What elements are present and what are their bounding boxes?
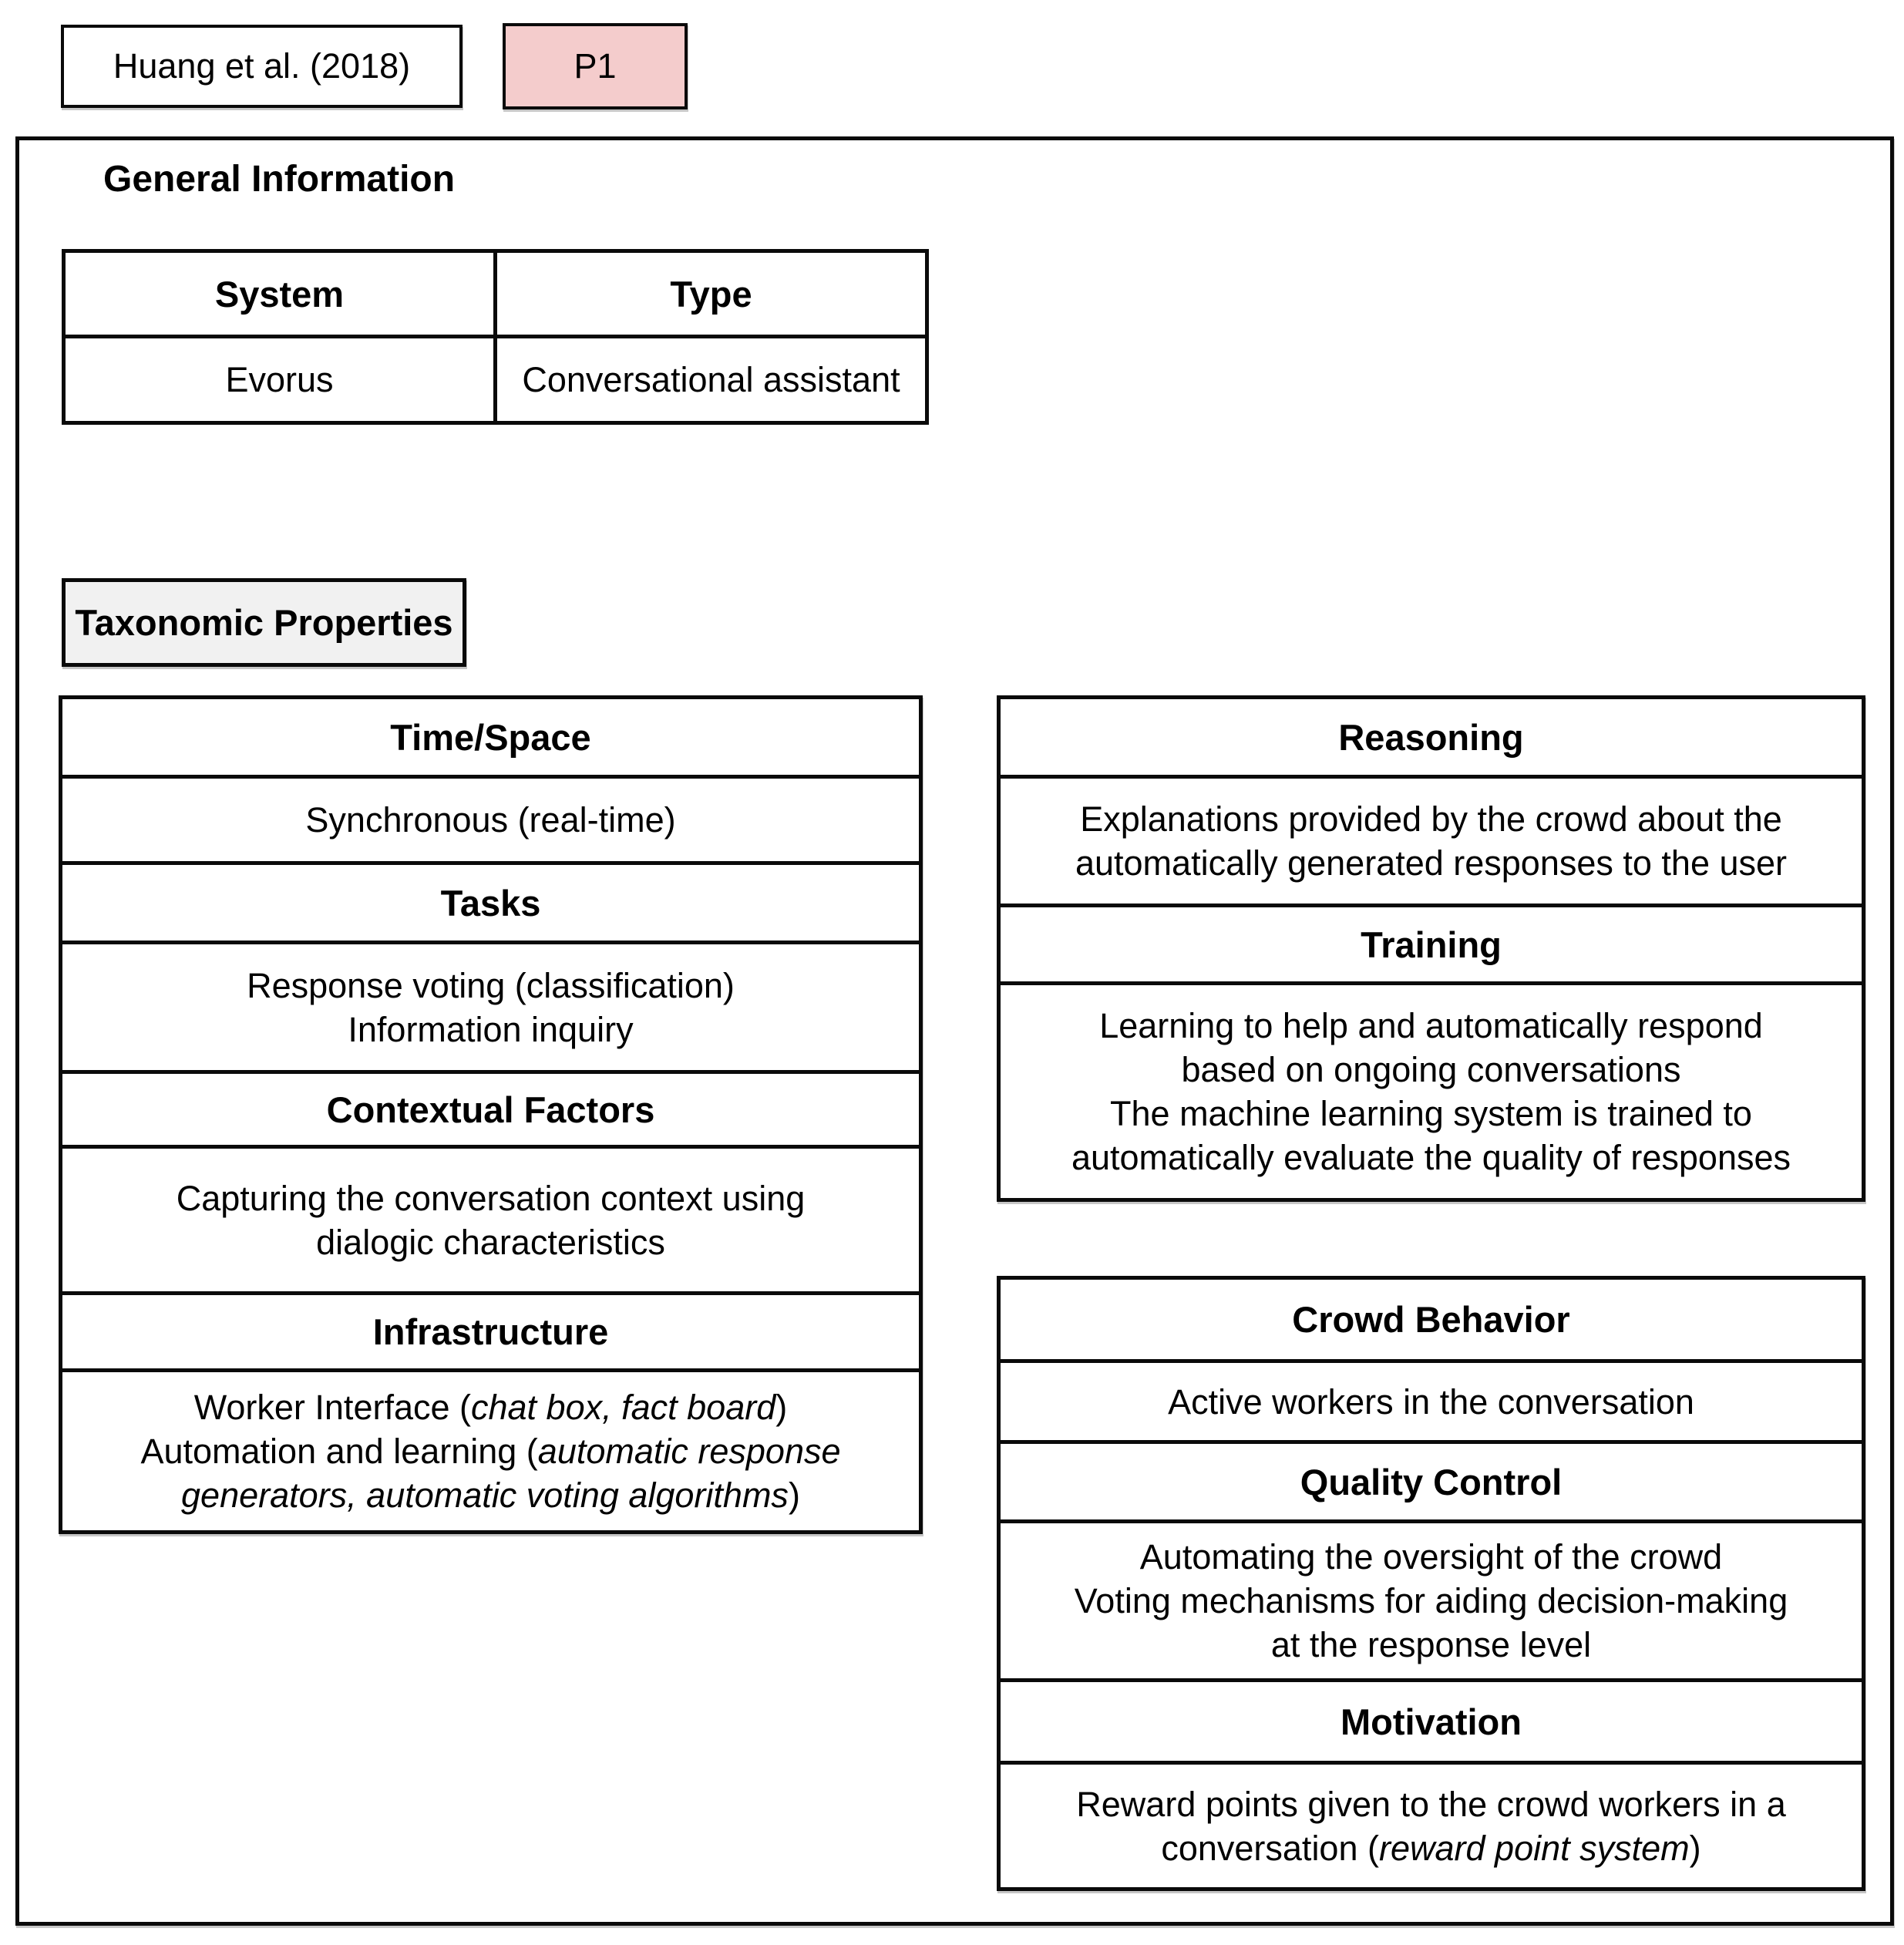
reasoning-header-row: [1001, 699, 1862, 775]
participant-tag-label: P1: [574, 46, 617, 86]
taxonomic-properties-title: Taxonomic Properties: [75, 602, 453, 643]
system-column-header: System: [64, 251, 496, 337]
tasks-value-row: [62, 941, 919, 1070]
training-header: Training: [1361, 924, 1502, 965]
tasks-header: Tasks: [440, 882, 541, 924]
right-top-taxonomy-table: [997, 695, 1865, 1202]
card-body: [15, 136, 1894, 1926]
system-value: Evorus: [64, 337, 496, 423]
tasks-value: Response voting (classification) Information inquiry: [247, 965, 735, 1049]
training-header-row: [1001, 904, 1862, 981]
participant-tag: [503, 23, 688, 109]
tasks-header-row: [62, 861, 919, 941]
general-information-header-row: [64, 251, 927, 337]
quality-control-value-row: [1001, 1519, 1862, 1678]
citation-box: [61, 25, 463, 108]
right-bottom-taxonomy-table: [997, 1276, 1865, 1891]
citation-text: Huang et al. (2018): [113, 46, 411, 86]
training-value-row: [1001, 981, 1862, 1198]
crowd-behavior-header: Crowd Behavior: [1292, 1299, 1570, 1340]
reasoning-value-row: [1001, 775, 1862, 904]
training-value: Learning to help and automatically respond based on ongoing conversations The machine learning system is trained to automatically evaluate the quality of responses: [1071, 1006, 1791, 1177]
general-information-value-row: [64, 337, 927, 423]
taxonomic-properties-title-box: [62, 578, 466, 667]
crowd-behavior-value-row: [1001, 1359, 1862, 1440]
contextual-factors-value-row: [62, 1145, 919, 1291]
contextual-factors-header: Contextual Factors: [326, 1089, 655, 1130]
infrastructure-value: Worker Interface (chat box, fact board) Automation and learning (automatic response generators, automatic voting algorithms): [140, 1388, 841, 1515]
general-information-title: General Information: [103, 159, 456, 200]
reasoning-value: Explanations provided by the crowd about the automatically generated responses to the user: [1075, 799, 1788, 883]
quality-control-value: Automating the oversight of the crowd Voting mechanisms for aiding decision-making at the response level: [1074, 1537, 1788, 1664]
quality-control-header: Quality Control: [1300, 1461, 1563, 1502]
time-space-header: Time/Space: [390, 716, 591, 758]
motivation-header: Motivation: [1341, 1701, 1522, 1742]
time-space-value-row: [62, 775, 919, 861]
infrastructure-header: Infrastructure: [372, 1311, 609, 1352]
motivation-value-row: [1001, 1761, 1862, 1887]
reasoning-header: Reasoning: [1338, 716, 1524, 758]
crowd-behavior-value: Active workers in the conversation: [1168, 1381, 1694, 1422]
contextual-factors-value: Capturing the conversation context using dialogic characteristics: [176, 1178, 806, 1262]
type-column-header: Type: [496, 251, 927, 337]
motivation-header-row: [1001, 1678, 1862, 1761]
general-information-table: [62, 249, 929, 425]
motivation-value: Reward points given to the crowd workers in a conversation (reward point system): [1076, 1784, 1786, 1868]
time-space-header-row: [62, 699, 919, 775]
type-value: Conversational assistant: [496, 337, 927, 423]
time-space-value: Synchronous (real-time): [305, 800, 676, 840]
infrastructure-value-row: [62, 1368, 919, 1530]
left-taxonomy-table: [59, 695, 923, 1534]
crowd-behavior-header-row: [1001, 1280, 1862, 1359]
quality-control-header-row: [1001, 1440, 1862, 1519]
infrastructure-header-row: [62, 1291, 919, 1368]
contextual-factors-header-row: [62, 1070, 919, 1145]
